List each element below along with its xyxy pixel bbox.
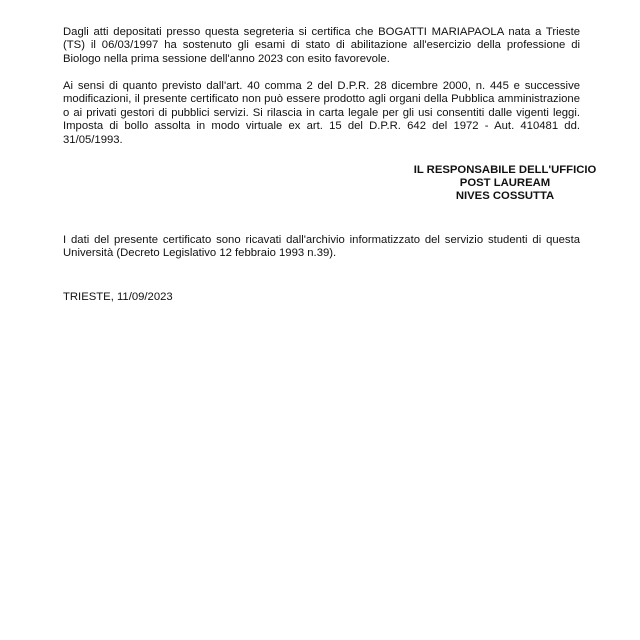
- data-source-paragraph: I dati del presente certificato sono ricavati dall'archivio informatizzato del servizio studenti di questa Università (Decreto Legislativo 12 febbraio 1993 n.39).: [63, 234, 580, 260]
- place-date: TRIESTE, 11/09/2023: [63, 291, 173, 303]
- signature-office: POST LAUREAM: [459, 177, 551, 190]
- signature-block: [405, 164, 605, 204]
- signature-name: NIVES COSSUTTA: [455, 190, 555, 203]
- signature-title: IL RESPONSABILE DELL'UFFICIO: [413, 164, 597, 176]
- certification-paragraph: Dagli atti depositati presso questa segreteria si certifica che BOGATTI MARIAPAOLA nata a Trieste (TS) il 06/03/1997 ha sostenuto gli esami di stato di abilitazione all'esercizio della professione di Biologo nella prima sessione dell'anno 2023 con esito favorevole.: [63, 26, 580, 65]
- legal-notice-paragraph: Ai sensi di quanto previsto dall'art. 40 comma 2 del D.P.R. 28 dicembre 2000, n. 445 e successive modificazioni, il presente certificato non può essere prodotto agli organi della Pubblica amministrazione o ai privati gestori di pubblici servizi. Si rilascia in carta legale per gli usi consentiti dalle vigenti leggi. Imposta di bollo assolta in modo virtuale ex art. 15 del D.P.R. 642 del 1972 - Aut. 410481 dd. 31/05/1993.: [63, 80, 580, 146]
